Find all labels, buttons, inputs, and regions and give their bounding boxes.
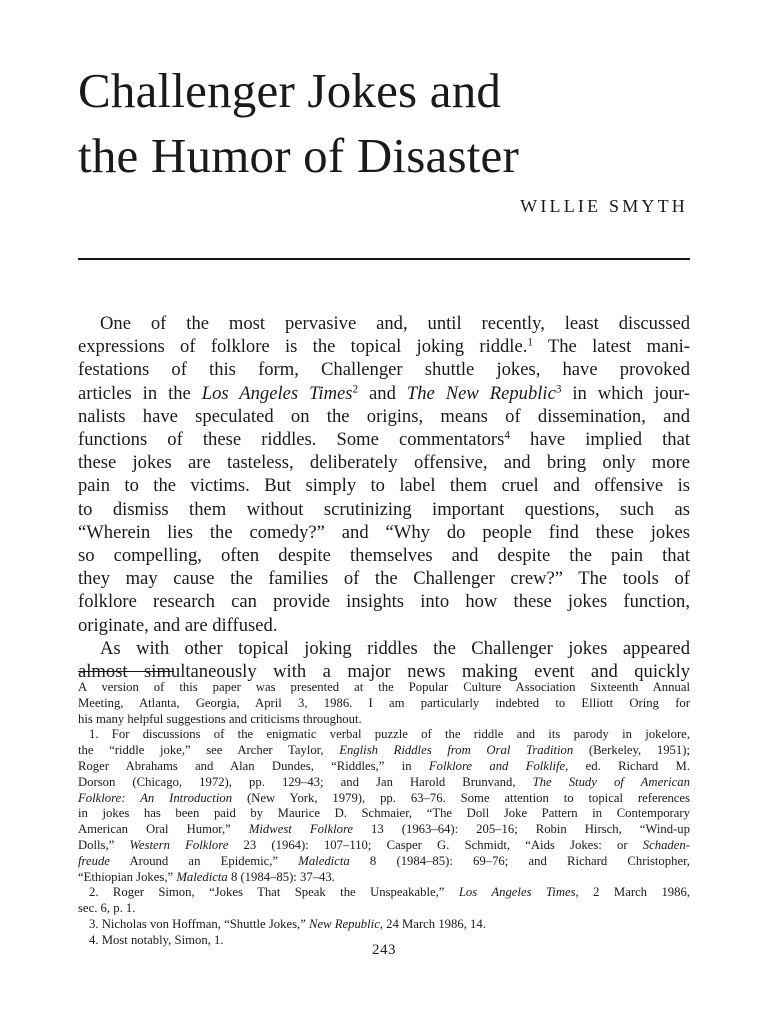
footnote-line xyxy=(78,917,690,933)
body-line xyxy=(78,637,690,660)
text-run: they may cause the families of the Challenger crew?” The tools of xyxy=(78,568,690,590)
text-run: to dismiss them without scrutinizing important questions, such as xyxy=(78,498,690,520)
body-line xyxy=(78,382,690,405)
text-run: 23 (1964): 107–110; Casper G. Schmidt, “Aids Jokes: or xyxy=(228,837,643,852)
footnote-ref: 4 xyxy=(504,429,510,442)
text-run: and xyxy=(358,382,407,404)
italic-text: The New Republic xyxy=(406,382,556,404)
text-run: the “riddle joke,” see Archer Taylor, xyxy=(78,743,340,758)
footnote-line xyxy=(78,727,690,743)
body-line xyxy=(78,312,690,335)
text-run: 3. Nicholas von Hoffman, “Shuttle Jokes,” xyxy=(89,916,309,931)
footnote-ref: 2 xyxy=(352,382,359,395)
footnote-ref: 3 xyxy=(555,382,562,395)
body-line xyxy=(78,474,690,497)
body-line xyxy=(78,405,690,428)
text-run: 13 (1963–64): 205–16; Robin Hirsch, “Wind-up xyxy=(353,822,690,837)
text-run: 8 (1984–85): 37–43. xyxy=(227,869,335,884)
italic-text: Folklore: An Introduction xyxy=(78,790,233,805)
text-run: 2 March 1986, xyxy=(578,885,690,900)
footnote-line xyxy=(78,791,690,807)
text-run: pain to the victims. But simply to label them cruel and offensive is xyxy=(78,475,690,497)
italic-text: Midwest Folklore xyxy=(248,822,354,837)
text-run: (New York, 1979), pp. 63–76. Some attention to topical references xyxy=(232,790,690,805)
text-run: in which jour- xyxy=(561,382,690,404)
text-run: 24 March 1986, 14. xyxy=(383,916,486,931)
footnote-line xyxy=(78,885,690,901)
text-run: Meeting, Atlanta, Georgia, April 3, 1986. I am particularly indebted to Elliott Oring for xyxy=(78,695,690,710)
italic-text: English Riddles from Oral Tradition xyxy=(339,743,574,758)
italic-text: Schaden- xyxy=(642,837,690,852)
body-line xyxy=(78,544,690,567)
text-run: Dorson (Chicago, 1972), pp. 129–43; and Jan Harold Brunvand, xyxy=(78,774,533,789)
text-run: expressions of folklore is the topical joking riddle. xyxy=(78,336,528,358)
body-line xyxy=(78,428,690,451)
italic-text: Western Folklore xyxy=(129,837,229,852)
text-run: so compelling, often despite themselves and despite the pain that xyxy=(78,545,690,567)
body-line xyxy=(78,335,690,358)
footnote-line xyxy=(78,806,690,822)
title-line-2: the Humor of Disaster xyxy=(78,128,520,183)
text-run: One of the most pervasive and, until recently, least discussed xyxy=(100,313,690,334)
text-run: his many helpful suggestions and criticisms throughout. xyxy=(78,711,362,726)
italic-text: New Republic, xyxy=(309,916,383,931)
body-line xyxy=(78,358,690,381)
footnote-ref: 1 xyxy=(527,336,533,349)
article-title xyxy=(78,58,718,188)
text-run: 4. Most notably, Simon, 1. xyxy=(89,932,224,947)
footnotes xyxy=(78,680,690,949)
footnote-line xyxy=(78,680,690,696)
footnote-line xyxy=(78,822,690,838)
text-run: sec. 6, p. 1. xyxy=(78,901,136,916)
text-run: functions of these riddles. Some commentators xyxy=(78,429,505,451)
body-line xyxy=(78,567,690,590)
text-run: “Wherein lies the comedy?” and “Why do people find these jokes xyxy=(78,521,690,543)
footnote-line xyxy=(78,696,690,712)
italic-text: Maledicta xyxy=(176,869,228,884)
page-number: 243 xyxy=(372,942,396,958)
footnote-line xyxy=(78,743,690,759)
footnote-line xyxy=(78,870,690,886)
text-run: Dolls,” xyxy=(78,837,130,852)
text-run: A version of this paper was presented at the Popular Culture Association Sixteenth Annual xyxy=(78,680,690,694)
footnote-line xyxy=(78,838,690,854)
italic-text: Folklore and Folklife, xyxy=(428,758,569,773)
body-line xyxy=(78,590,690,613)
text-run: 1. For discussions of the enigmatic verbal puzzle of the riddle and its parody in jokelore, xyxy=(89,727,690,742)
text-run: 8 (1984–85): 69–76; and Richard Christopher, xyxy=(349,853,690,868)
body-line xyxy=(78,521,690,544)
text-run: festations of this form, Challenger shuttle jokes, have provoked xyxy=(78,359,690,381)
body-line xyxy=(78,451,690,474)
text-run: have implied that xyxy=(509,429,691,451)
footnote-line xyxy=(78,901,690,917)
text-run: ed. Richard M. xyxy=(568,758,690,773)
footnote-rule xyxy=(78,671,174,672)
footnote-line xyxy=(78,712,690,728)
text-run: Around an Epidemic,” xyxy=(109,853,299,868)
footnote-line xyxy=(78,854,690,870)
text-run: nalists have speculated on the origins, means of dissemination, and xyxy=(78,405,690,427)
text-run: folklore research can provide insights into how these jokes function, xyxy=(78,591,690,613)
body-line xyxy=(78,614,690,637)
text-run: As with other topical joking riddles the Challenger jokes appeared xyxy=(100,637,690,659)
title-line-1: Challenger Jokes and xyxy=(78,63,502,118)
article-body xyxy=(78,312,690,683)
author-name: WILLIE SMYTH xyxy=(520,196,688,216)
italic-text: Los Angeles Times xyxy=(201,382,353,404)
text-run: (Berkeley, 1951); xyxy=(573,743,690,758)
body-line xyxy=(78,498,690,521)
text-run: “Ethiopian Jokes,” xyxy=(78,869,177,884)
text-run: articles in the xyxy=(78,382,202,404)
text-run: almost simultaneously with a major news making event and quickly xyxy=(78,661,690,683)
title-rule xyxy=(78,258,690,260)
text-run: 2. Roger Simon, “Jokes That Speak the Unspeakable,” xyxy=(89,885,459,900)
text-run: these jokes are tasteless, deliberately offensive, and bring only more xyxy=(78,452,690,474)
text-run: The latest mani- xyxy=(532,336,690,358)
footnote-line xyxy=(78,775,690,791)
text-run: Roger Abrahams and Alan Dundes, “Riddles,” in xyxy=(78,758,429,773)
text-run: American Oral Humor,” xyxy=(78,822,249,837)
italic-text: The Study of American xyxy=(532,774,690,789)
italic-text: freude xyxy=(78,853,110,868)
footnote-line xyxy=(78,759,690,775)
italic-text: Los Angeles Times, xyxy=(458,885,579,900)
italic-text: Maledicta xyxy=(298,853,350,868)
text-run: in jokes has been paid by Maurice D. Schmaier, “The Doll Joke Pattern in Contemporary xyxy=(78,806,690,821)
text-run: originate, and are diffused. xyxy=(78,614,278,636)
